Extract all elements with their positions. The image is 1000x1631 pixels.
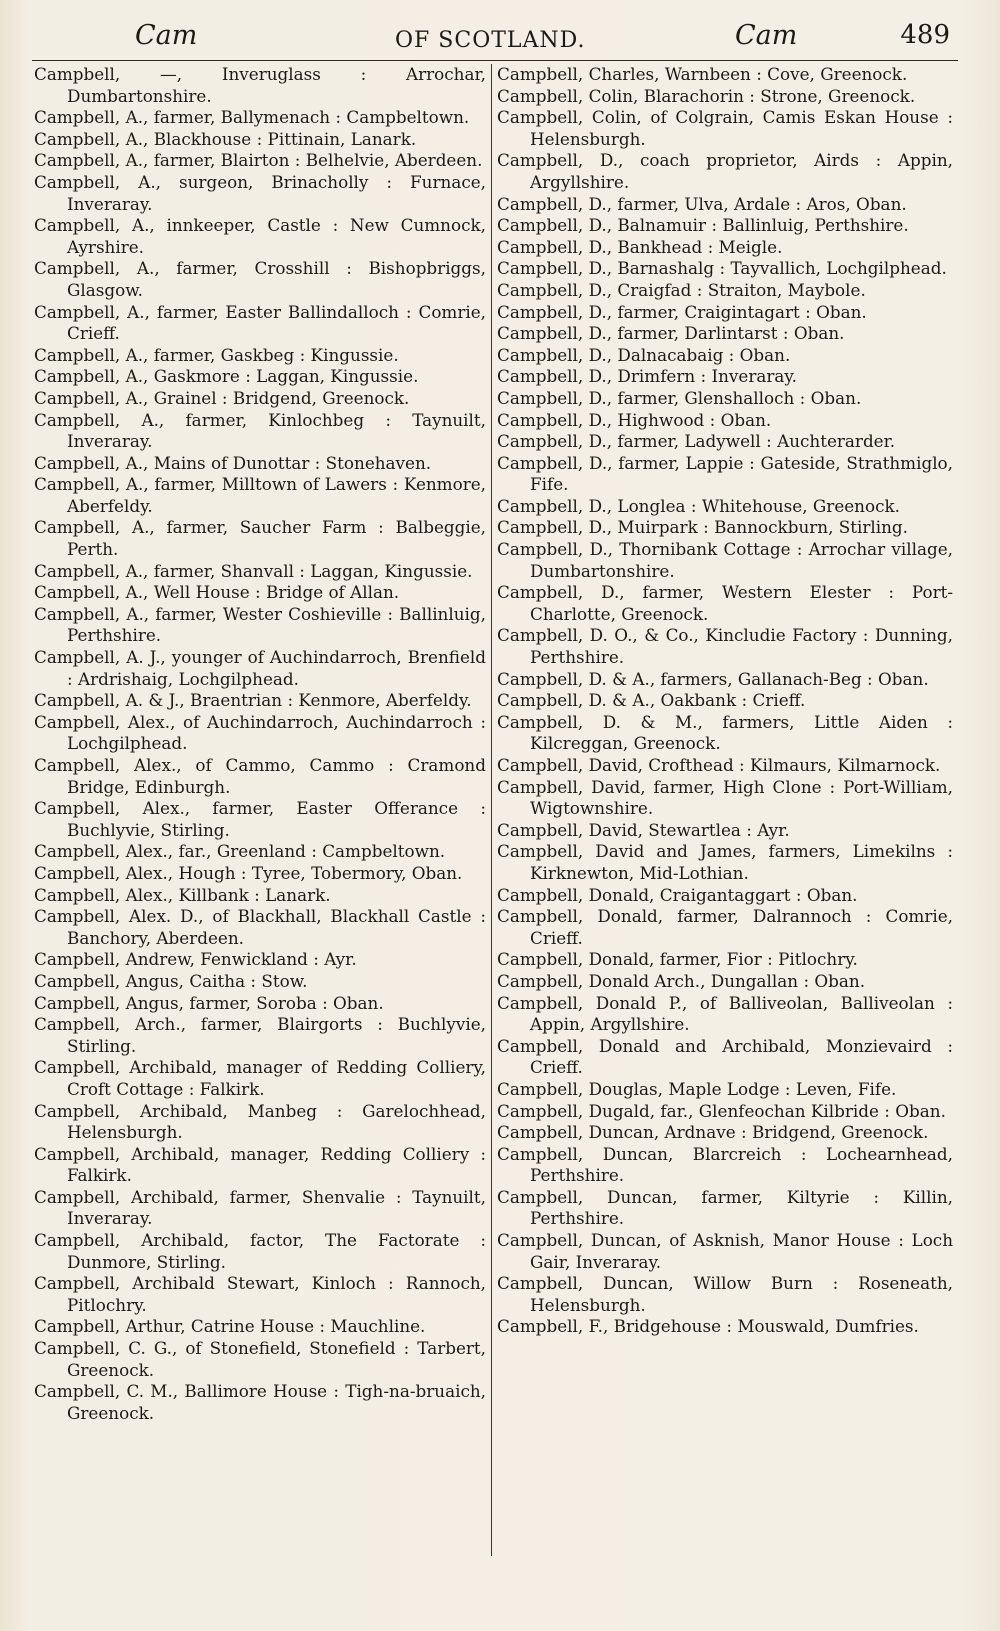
directory-entry: Campbell, D., farmer, Craigintagart : Oban. <box>497 301 867 322</box>
directory-entry: Campbell, D., Dalnacabaig : Oban. <box>497 344 791 365</box>
directory-entry: Campbell, Alex., Killbank : Lanark. <box>34 884 331 905</box>
directory-entry: Campbell, A., Grainel : Bridgend, Greenock. <box>34 387 410 408</box>
directory-entry: Campbell, Dugald, far., Glenfeochan Kilbride : Oban. <box>497 1100 946 1121</box>
directory-entry: Campbell, D., farmer, Western Elester : Port-Charlotte, Greenock. <box>497 582 953 624</box>
directory-entry: Campbell, D., Balnamuir : Ballinluig, Perthshire. <box>497 215 909 236</box>
directory-entry: Campbell, D., farmer, Ladywell : Auchterarder. <box>497 431 896 452</box>
right-column <box>497 64 953 1338</box>
page-header <box>30 18 970 58</box>
directory-entry: Campbell, Alex., far., Greenland : Campbeltown. <box>34 841 446 862</box>
directory-entry: Campbell, Donald Arch., Dungallan : Oban. <box>497 970 866 991</box>
directory-entry: Campbell, A., Blackhouse : Pittinain, Lanark. <box>34 128 417 149</box>
directory-entry: Campbell, D., Bankhead : Meigle. <box>497 236 783 257</box>
directory-entry: Campbell, C. M., Ballimore House : Tigh-na-bruaich, Greenock. <box>34 1381 486 1423</box>
directory-entry: Campbell, A., Well House : Bridge of Allan. <box>34 582 400 603</box>
directory-entry: Campbell, D. & A., Oakbank : Crieff. <box>497 690 806 711</box>
directory-entry: Campbell, A. J., younger of Auchindarroch, Brenfield : Ardrishaig, Lochgilphead. <box>34 647 486 689</box>
directory-entry: Campbell, A., farmer, Wester Coshieville : Ballinluig, Perthshire. <box>34 603 486 646</box>
directory-entry: Campbell, Archibald, manager, Redding Colliery : Falkirk. <box>34 1143 486 1186</box>
directory-entry: Campbell, Colin, of Colgrain, Camis Eskan House : Helensburgh. <box>497 107 953 149</box>
directory-entry: Campbell, D. O., & Co., Kincludie Factory : Dunning, Perthshire. <box>497 625 953 668</box>
directory-entry: Campbell, A., innkeeper, Castle : New Cumnock, Ayrshire. <box>34 215 486 257</box>
directory-entry: Campbell, D. & M., farmers, Little Aiden : Kilcreggan, Greenock. <box>497 711 953 754</box>
directory-entry: Campbell, Archibald, farmer, Shenvalie : Taynuilt, Inveraray. <box>34 1186 486 1229</box>
directory-entry: Campbell, C. G., of Stonefield, Stonefield : Tarbert, Greenock. <box>34 1338 486 1380</box>
directory-entry: Campbell, A., surgeon, Brinacholly : Furnace, Inveraray. <box>34 171 486 214</box>
directory-entry: Campbell, Archibald, factor, The Factorate : Dunmore, Stirling. <box>34 1230 486 1272</box>
running-head-left: Cam <box>135 20 198 51</box>
directory-entry: Campbell, D., Craigfad : Straiton, Maybole. <box>497 279 866 300</box>
page-number: 489 <box>900 20 950 50</box>
header-rule <box>32 60 958 61</box>
directory-entry: Campbell, Colin, Blarachorin : Strone, Greenock. <box>497 85 916 106</box>
directory-entry: Campbell, F., Bridgehouse : Mouswald, Dumfries. <box>497 1316 919 1337</box>
directory-entry: Campbell, A., farmer, Saucher Farm : Balbeggie, Perth. <box>34 517 486 560</box>
directory-entry: Campbell, Angus, farmer, Soroba : Oban. <box>34 992 384 1013</box>
directory-entry: Campbell, Alex., Hough : Tyree, Tobermory, Oban. <box>34 862 463 883</box>
directory-entry: Campbell, D. & A., farmers, Gallanach-Beg : Oban. <box>497 668 929 689</box>
directory-entry: Campbell, David, Crofthead : Kilmaurs, Kilmarnock. <box>497 755 941 775</box>
directory-entry: Campbell, Alex., farmer, Easter Offerance : Buchlyvie, Stirling. <box>34 798 486 840</box>
directory-entry: Campbell, A., farmer, Shanvall : Laggan, Kingussie. <box>34 560 473 581</box>
running-head-right: Cam <box>735 20 798 51</box>
directory-entry: Campbell, —, Inveruglass : Arrochar, Dumbartonshire. <box>34 64 486 106</box>
directory-entry: Campbell, A., Mains of Dunottar : Stonehaven. <box>34 452 432 473</box>
directory-entry: Campbell, Donald P., of Balliveolan, Balliveolan : Appin, Argyllshire. <box>497 992 953 1035</box>
directory-entry: Campbell, D., Longlea : Whitehouse, Greenock. <box>497 495 900 516</box>
directory-entry: Campbell, A., farmer, Kinlochbeg : Taynuilt, Inveraray. <box>34 409 486 452</box>
directory-entry: Campbell, A. & J., Braentrian : Kenmore, Aberfeldy. <box>34 690 472 711</box>
directory-entry: Campbell, A., farmer, Blairton : Belhelvie, Aberdeen. <box>34 150 483 171</box>
directory-entry: Campbell, David, Stewartlea : Ayr. <box>497 819 790 840</box>
directory-entry: Campbell, Archibald, manager of Redding Colliery, Croft Cottage : Falkirk. <box>34 1057 486 1099</box>
directory-entry: Campbell, Duncan, farmer, Kiltyrie : Killin, Perthshire. <box>497 1186 953 1229</box>
directory-entry: Campbell, D., farmer, Darlintarst : Oban. <box>497 323 845 344</box>
directory-entry: Campbell, Douglas, Maple Lodge : Leven, Fife. <box>497 1078 897 1099</box>
directory-entry: Campbell, D., Muirpark : Bannockburn, Stirling. <box>497 517 908 538</box>
directory-entry: Campbell, Alex. D., of Blackhall, Blackhall Castle : Banchory, Aberdeen. <box>34 906 486 948</box>
directory-entry: Campbell, Duncan, Willow Burn : Roseneath, Helensburgh. <box>497 1273 953 1315</box>
directory-entry: Campbell, Arthur, Catrine House : Mauchline. <box>34 1316 426 1337</box>
directory-entry: Campbell, Donald and Archibald, Monzievaird : Crieff. <box>497 1035 953 1078</box>
column-divider <box>491 64 492 1556</box>
directory-entry: Campbell, D., farmer, Ulva, Ardale : Aros, Oban. <box>497 193 907 214</box>
directory-entry: Campbell, D., Highwood : Oban. <box>497 409 772 430</box>
directory-entry: Campbell, D., coach proprietor, Airds : Appin, Argyllshire. <box>497 150 953 192</box>
directory-entry: Campbell, Donald, farmer, Fior : Pitlochry. <box>497 949 858 970</box>
directory-entry: Campbell, D., farmer, Lappie : Gateside, Strathmiglo, Fife. <box>497 452 953 495</box>
directory-entry: Campbell, Arch., farmer, Blairgorts : Buchlyvie, Stirling. <box>34 1014 486 1056</box>
directory-entry: Campbell, Duncan, Ardnave : Bridgend, Greenock. <box>497 1122 929 1143</box>
left-column <box>34 64 486 1424</box>
directory-entry: Campbell, Angus, Caitha : Stow. <box>34 970 308 991</box>
directory-entry: Campbell, D., farmer, Glenshalloch : Oban. <box>497 387 862 408</box>
directory-entry: Campbell, Charles, Warnbeen : Cove, Greenock. <box>497 64 908 84</box>
directory-entry: Campbell, Alex., of Auchindarroch, Auchindarroch : Lochgilphead. <box>34 711 486 754</box>
directory-entry: Campbell, Duncan, Blarcreich : Lochearnhead, Perthshire. <box>497 1143 953 1186</box>
directory-entry: Campbell, A., farmer, Ballymenach : Campbeltown. <box>34 107 470 128</box>
directory-entry: Campbell, David, farmer, High Clone : Port-William, Wigtownshire. <box>497 776 953 819</box>
directory-entry: Campbell, Archibald Stewart, Kinloch : Rannoch, Pitlochry. <box>34 1273 486 1315</box>
directory-entry: Campbell, A., farmer, Easter Ballindalloch : Comrie, Crieff. <box>34 301 486 344</box>
directory-entry: Campbell, David and James, farmers, Limekilns : Kirknewton, Mid-Lothian. <box>497 841 953 883</box>
directory-entry: Campbell, Duncan, of Asknish, Manor House : Loch Gair, Inveraray. <box>497 1230 953 1272</box>
directory-entry: Campbell, A., farmer, Crosshill : Bishopbriggs, Glasgow. <box>34 258 486 300</box>
directory-entry: Campbell, A., Gaskmore : Laggan, Kingussie. <box>34 366 419 387</box>
running-head-title: OF SCOTLAND. <box>395 28 586 53</box>
directory-entry: Campbell, D., Barnashalg : Tayvallich, Lochgilphead. <box>497 258 947 279</box>
directory-entry: Campbell, Alex., of Cammo, Cammo : Cramond Bridge, Edinburgh. <box>34 755 486 797</box>
directory-entry: Campbell, Andrew, Fenwickland : Ayr. <box>34 949 357 970</box>
directory-entry: Campbell, D., Thornibank Cottage : Arrochar village, Dumbartonshire. <box>497 539 953 581</box>
directory-entry: Campbell, Archibald, Manbeg : Garelochhead, Helensburgh. <box>34 1100 486 1143</box>
directory-entry: Campbell, Donald, farmer, Dalrannoch : Comrie, Crieff. <box>497 906 953 948</box>
directory-entry: Campbell, A., farmer, Gaskbeg : Kingussie. <box>34 344 399 365</box>
directory-entry: Campbell, D., Drimfern : Inveraray. <box>497 366 797 387</box>
directory-entry: Campbell, A., farmer, Milltown of Lawers : Kenmore, Aberfeldy. <box>34 474 486 516</box>
directory-entry: Campbell, Donald, Craigantaggart : Oban. <box>497 884 858 905</box>
